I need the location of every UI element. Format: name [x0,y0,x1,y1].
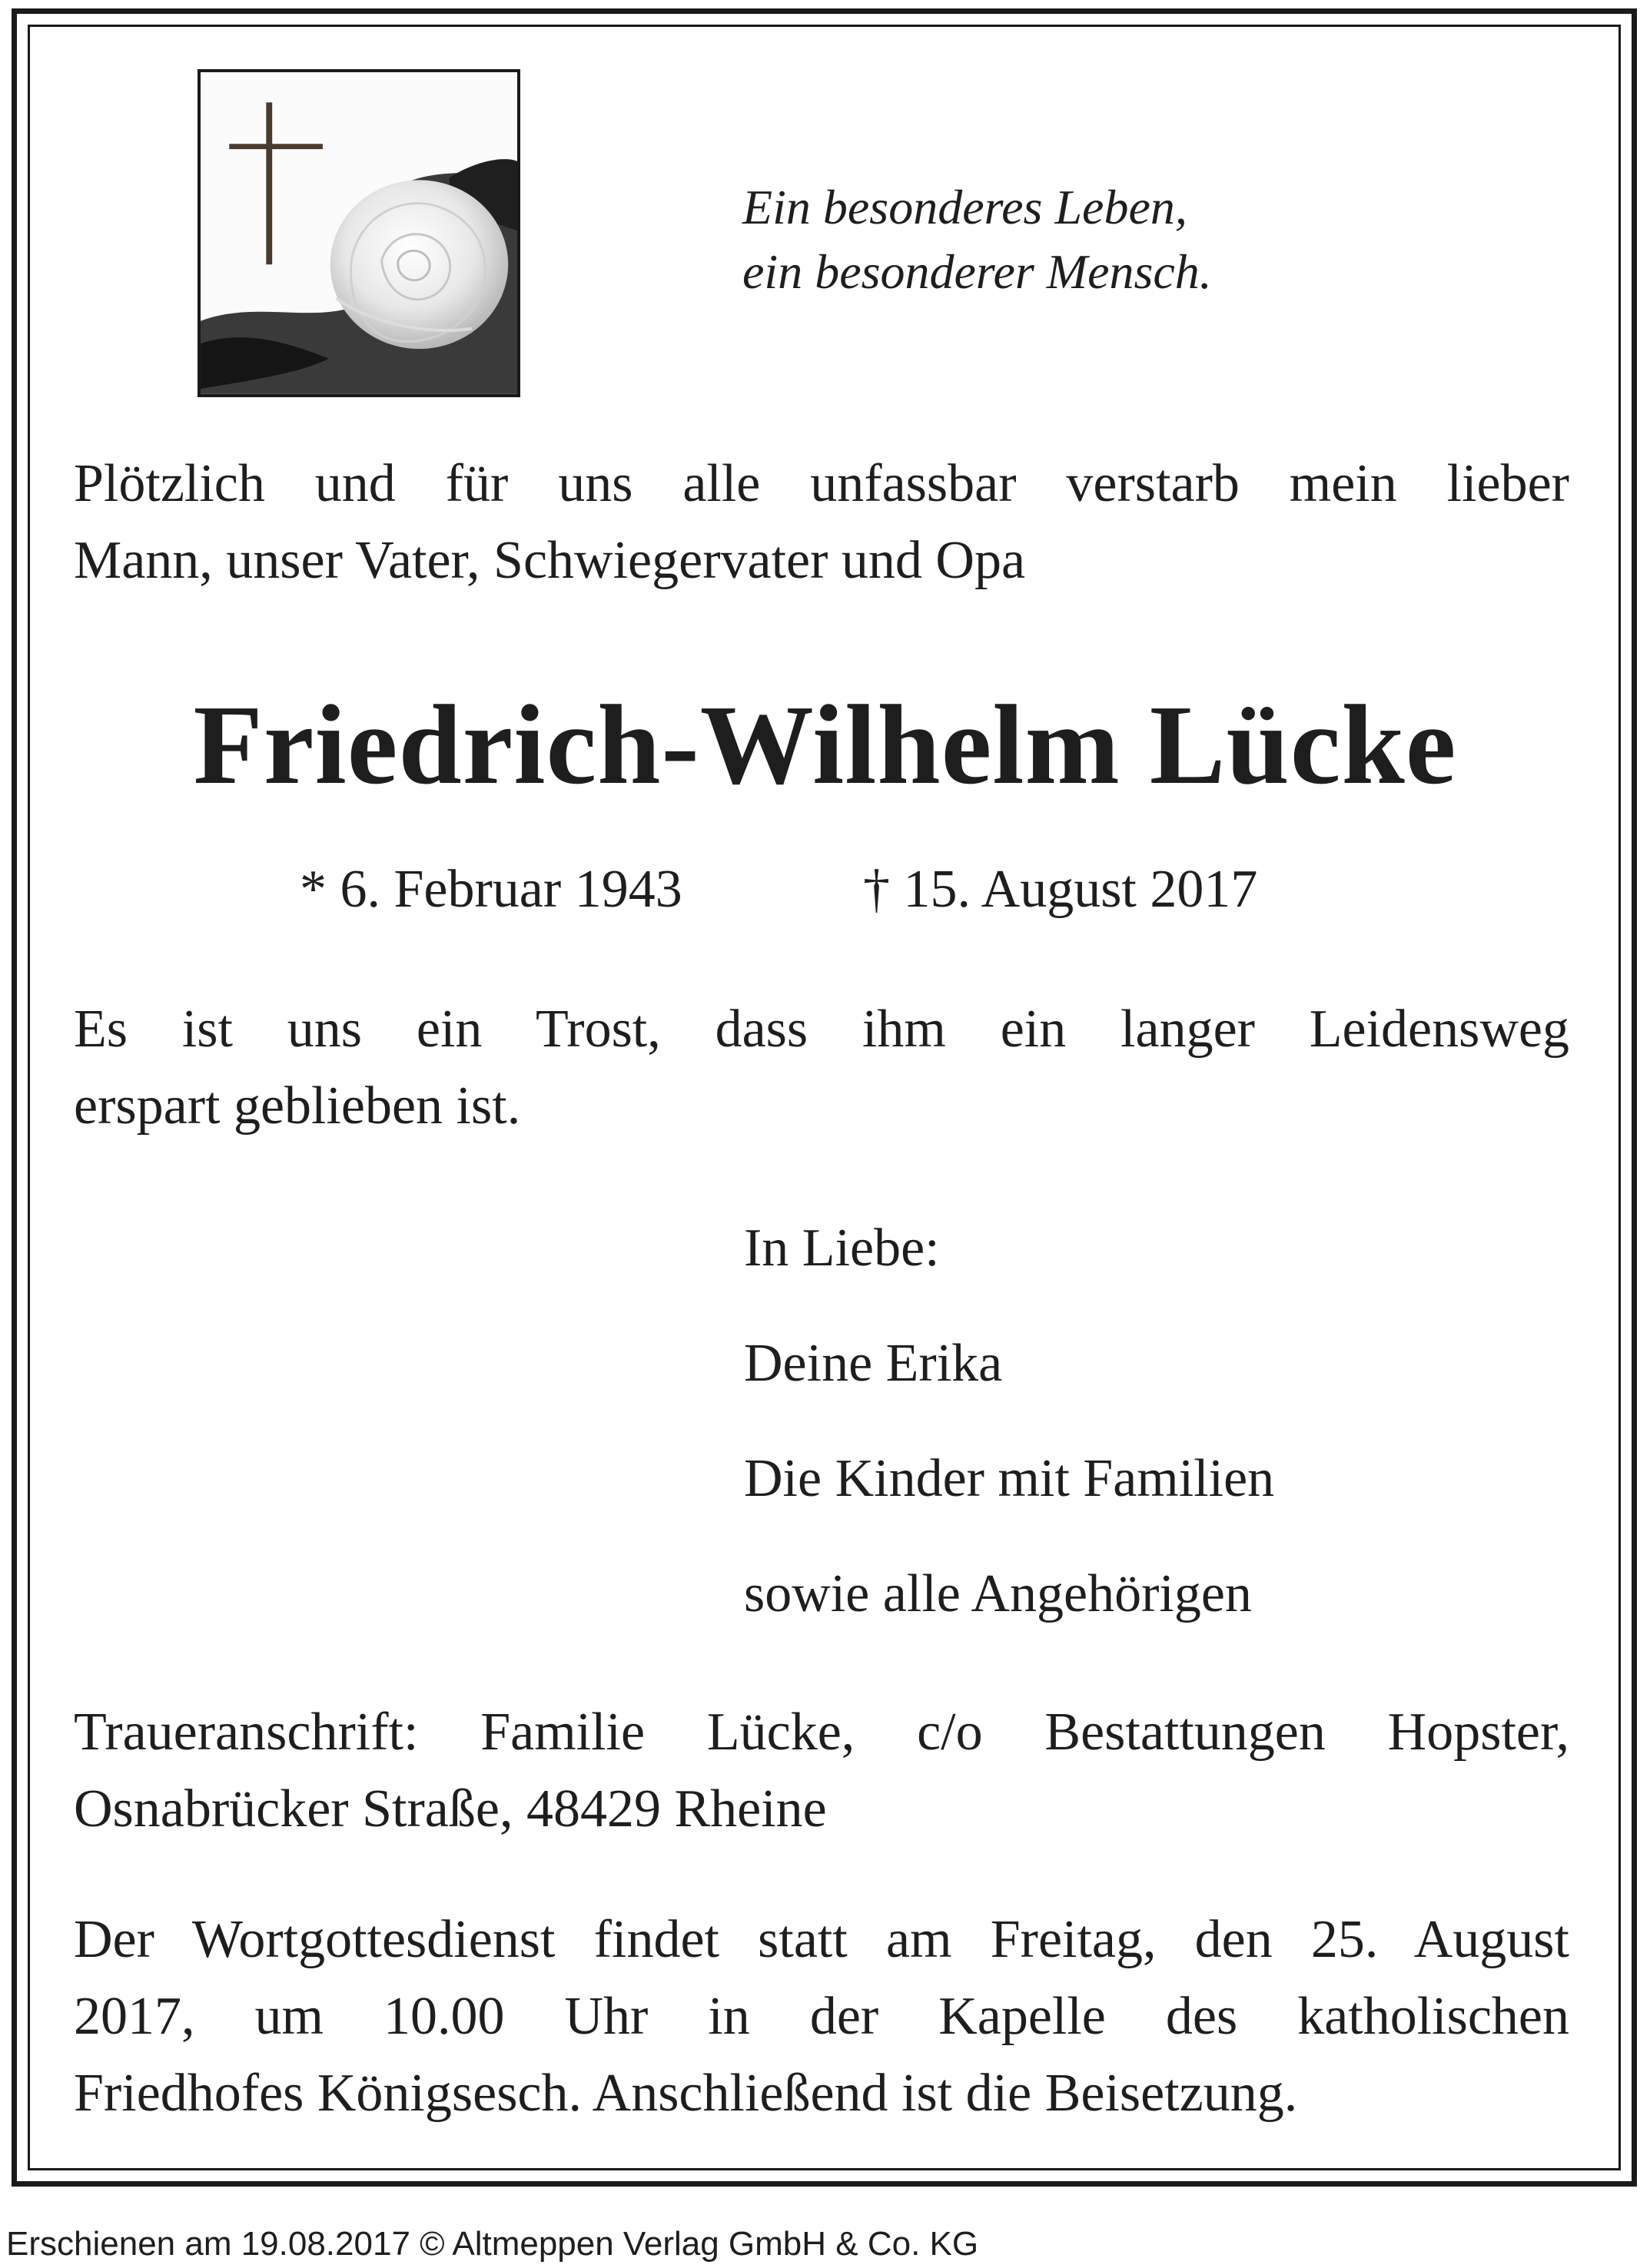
lead-line-1: Plötzlich und für uns alle unfassbar verstarb mein lieber [74,454,1569,513]
trost-line-2: erspart geblieben ist. [74,1076,521,1136]
service-paragraph [74,1902,1569,2132]
address-line-2: Osnabrücker Straße, 48429 Rheine [74,1779,827,1839]
birth-date: * 6. Februar 1943 [300,860,682,919]
signoff-spouse: Deine Erika [744,1334,1003,1393]
service-line-3: Friedhofes Königsesch. Anschließend ist die Beisetzung. [74,2064,1298,2123]
service-line-1: Der Wortgottesdienst findet statt am Freitag, den 25. August [74,1910,1569,1969]
signoff-intro: In Liebe: [744,1219,940,1278]
publication-footer: Erschienen am 19.08.2017 © Altmeppen Verlag GmbH & Co. KG [6,2225,979,2263]
trost-line-1: Es ist uns ein Trost, dass ihm ein langer Leidensweg [74,1000,1569,1059]
signoff-relatives: sowie alle Angehörigen [744,1564,1252,1623]
trost-paragraph [74,991,1569,1145]
deceased-name: Friedrich-Wilhelm Lücke [193,682,1457,808]
motto [742,175,1212,304]
motto-line-1: Ein besonderes Leben, [742,180,1187,234]
mourning-address [74,1694,1569,1848]
lead-paragraph [74,446,1569,599]
cross-and-rose-icon [198,69,520,397]
service-line-2: 2017, um 10.00 Uhr in der Kapelle des katholischen [74,1987,1569,2046]
address-line-1: Traueranschrift: Familie Lücke, c/o Bestattungen Hopster, [74,1703,1569,1762]
signoff-children: Die Kinder mit Familien [744,1449,1275,1508]
death-date: † 15. August 2017 [863,860,1258,919]
motto-line-2: ein besonderer Mensch. [742,244,1212,299]
lead-line-2: Mann, unser Vater, Schwiegervater und Opa [74,531,1026,590]
